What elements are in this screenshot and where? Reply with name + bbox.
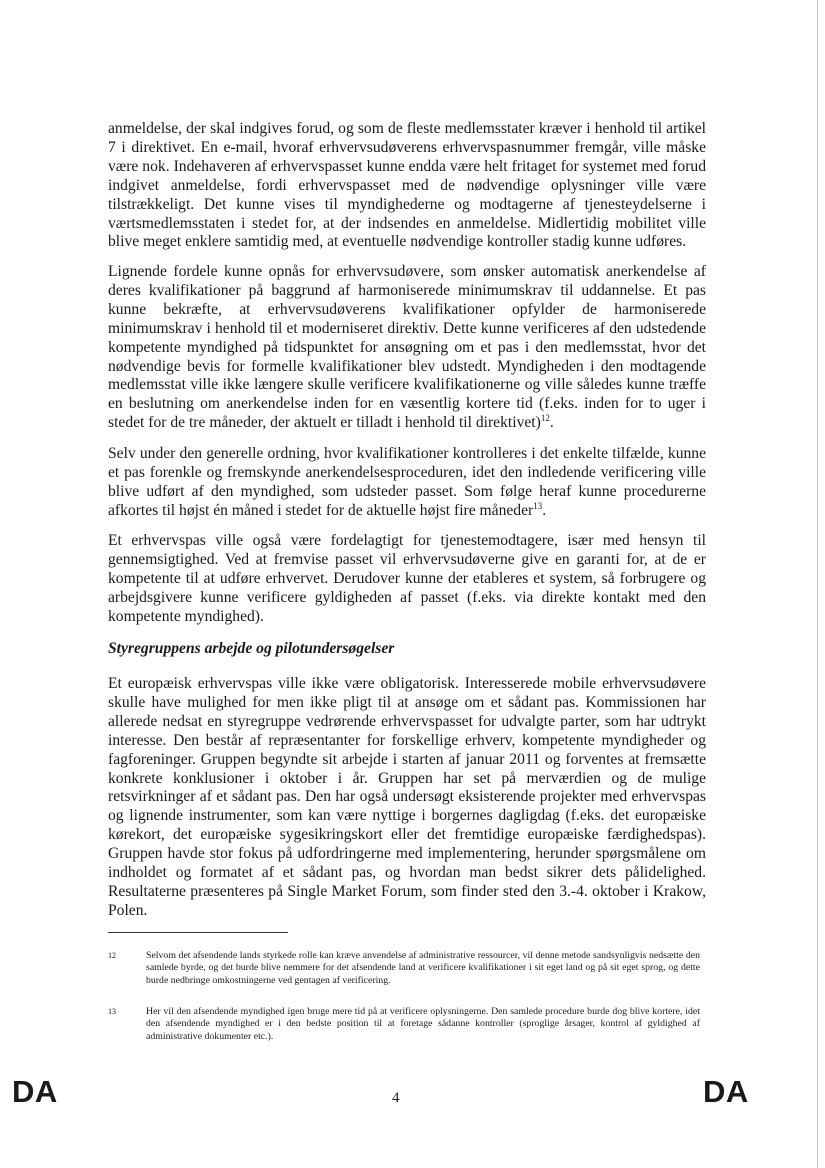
footnote-text: Selvom det afsendende lands styrkede rolle kan kræve anvendelse af administrative ressourcer, vil denne metode sandsynligvis nedsætte den samlede byrde, og det burde blive nemmere for det afsendende land at verificere kvalifikationer i sit eget land og på sit eget sprog, og dette burde nedbringe omkostningerne ved gentagen af verificering. [146,950,700,986]
footnote-text: Her vil den afsendende myndighed igen bruge mere tid på at verificere oplysningerne. Den samlede procedure burde dog blive kortere, idet den afsendende myndighed er i den bedste position til at foretage sådanne kontroller (sproglige årsager, kontrol af gyldighed af administrative dokumenter etc.). [146,1006,700,1042]
paragraph-automatic-recognition [108,263,706,433]
paragraph-temporary-mobility: anmeldelse, der skal indgives forud, og som de fleste medlemsstater kræver i henhold til artikel 7 i direktivet. En e-mail, hvoraf erhvervsudøverens erhvervspasnummer fremgår, ville måske være nok. Indehaveren af erhvervspasset kunne endda være helt fritaget for systemet med forud indgivet anmeldelse, fordi erhvervspasset med de nødvendige oplysninger ville være tilstrækkeligt. Det kunne vises til myndighederne og modtagerne af tjenesteydelserne i værtsmedlemsstaten i stedet for, at der indsendes en anmeldelse. Midlertidig mobilitet ville blive meget enklere samtidig med, at eventuelle nødvendige kontroller stadig kunne udføres. [108,120,706,251]
paragraph-text: Selv under den generelle ordning, hvor kvalifikationer kontrolleres i det enkelte tilfælde, kunne et pas forenkle og fremskynde anerkendelsesproceduren, idet den indledende verificering ville blive udført af den myndighed, som udsteder passet. Som følge heraf kunne procedurerne afkortes til højst én måned i stedet for de aktuelle højst fire måneder [108,445,706,519]
footnote-number: 12 [108,951,116,960]
sentence-end: . [549,414,554,432]
page-number: 4 [392,1090,400,1106]
scan-edge-line [817,0,818,1168]
footnote-separator [108,932,288,933]
paragraph-general-system [108,445,706,521]
language-code-right: DA [703,1074,749,1109]
footnote-number: 13 [108,1007,116,1016]
footnote-ref-13[interactable]: 13 [533,500,543,511]
sentence-end: . [542,501,547,519]
footnote-13 [108,1006,700,1043]
paragraph-steering-group: Et europæisk erhvervspas ville ikke være obligatorisk. Interesserede mobile erhvervsudøvere skulle have mulighed for men ikke pligt til at ansøge om et sådant pas. Kommissionen har allerede nedsat en styregruppe vedrørende erhvervspasset for udvalgte parter, som har udtrykt interesse. Den består af repræsentanter for forskellige erhverv, kompetente myndigheder og fagforeninger. Gruppen begyndte sit arbejde i starten af januar 2011 og forventes at fremsætte konkrete konklusioner i oktober i år. Gruppen har set på merværdien og de mulige retsvirkninger af et sådant pas. Den har også undersøgt eksisterende projekter med erhvervspas og lignende instrumenter, som kan være nyttige i borgernes dagligdag (f.eks. det europæiske kørekort, det europæiske sygesikringskort eller det fremtidige europæiske færdighedspas). Gruppen havde stor fokus på udfordringerne med implementering, herunder spørgsmålene om indholdet og formatet af et sådant pas, og hvordan man bedst sikrer dets pålidelighed. Resultaterne præsenteres på Single Market Forum, som finder sted den 3.-4. oktober i Krakow, Polen. [108,675,706,919]
language-code-left: DA [12,1074,58,1109]
section-heading: Styregruppens arbejde og pilotundersøgelser [108,640,395,657]
paragraph-service-recipients: Et erhvervspas ville også være fordelagtigt for tjenestemodtagere, især med hensyn til gennemsigtighed. Ved at fremvise passet vil erhvervsudøverne give en garanti for, at de er kompetente til at udføre erhvervet. Derudover kunne der etableres et system, så forbrugere og arbejdsgivere kunne verificere gyldigheden af passet (f.eks. via direkte kontakt med den kompetente myndighed). [108,532,706,625]
footnote-ref-12[interactable]: 12 [540,413,550,424]
paragraph-text: Lignende fordele kunne opnås for erhvervsudøvere, som ønsker automatisk anerkendelse af deres kvalifikationer på baggrund af harmoniserede minimumskrav til uddannelse. Et pas kunne bekræfte, at erhvervsudøverens kvalifikationer opfylder de harmoniserede minimumskrav i henhold til et moderniseret direktiv. Dette kunne verificeres af den udstedende kompetente myndighed på tidspunktet for ansøgning om et pas i den medlemsstat, hvor det nødvendige bevis for formelle kvalifikationer blev udstedt. Myndigheden i den modtagende medlemsstat ville ikke længere skulle verificere kvalifikationerne og ville således kunne træffe en beslutning om anerkendelse inden for en væsentlig kortere tid (f.eks. inden for to uger i stedet for de tre måneder, der aktuelt er tilladt i henhold til direktivet) [108,263,706,432]
footnote-12 [108,950,700,987]
